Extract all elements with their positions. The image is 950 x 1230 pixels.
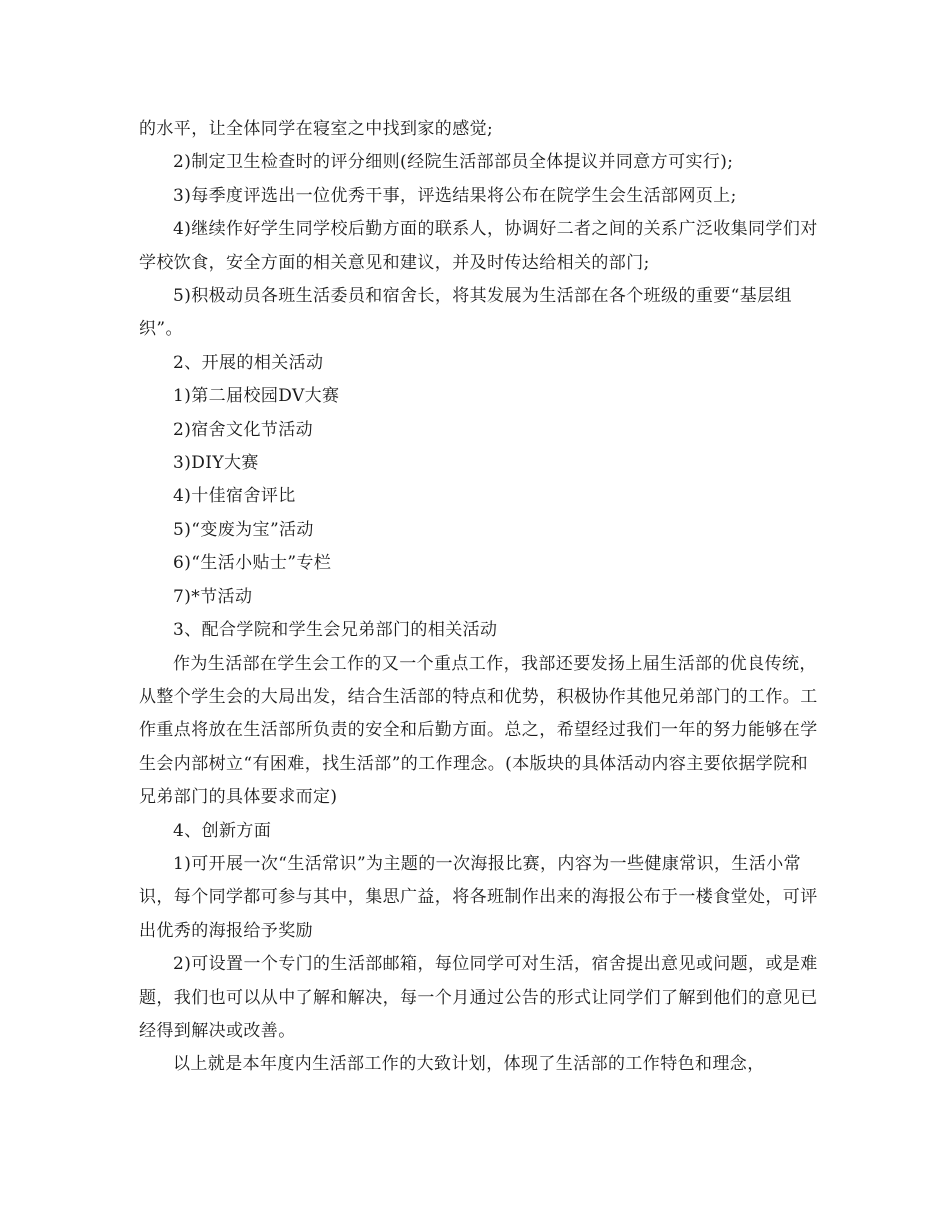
list-item: 1)第二届校园DV大赛 [173,386,340,407]
section-heading-activities: 2、开展的相关活动 [173,352,324,373]
list-item: 2)宿舍文化节活动 [173,419,314,440]
list-item: 6)“生活小贴士”专栏 [173,553,332,574]
paragraph-2: 2)制定卫生检查时的评分细则(经院生活部部员全体提议并同意方可实行); [173,152,734,173]
paragraph-innovation-1: 1)可开展一次“生活常识”为主题的一次海报比赛，内容为一些健康常识，生活小常识，每个同学都可参与其中，集思广益，将各班制作出来的海报公布于一楼食堂处，可评出优秀的海报给予奖励 [139,853,818,941]
paragraph-3: 3)每季度评选出一位优秀干事，评选结果将公布在院学生会生活部网页上; [173,185,737,206]
section-heading-cooperation: 3、配合学院和学生会兄弟部门的相关活动 [173,620,498,641]
list-item: 4)十佳宿舍评比 [173,486,296,507]
paragraph-1: 的水平，让全体同学在寝室之中找到家的感觉; [139,119,494,139]
paragraph-innovation-2: 2)可设置一个专门的生活部邮箱，每位同学可对生活，宿舍提出意见或问题，或是难题，我们也可以从中了解和解决，每一个月通过公告的形式让同学们了解到他们的意见已经得到解决或改善。 [139,954,818,1041]
paragraph-5: 5)积极动员各班生活委员和宿舍长，将其发展为生活部在各个班级的重要“基层组织”。 [139,286,792,340]
list-item: 3)DIY大赛 [173,453,259,474]
paragraph-cooperation: 作为生活部在学生会工作的又一个重点工作，我部还要发扬上届生活部的优良传统，从整个学生会的大局出发，结合生活部的特点和优势，积极协作其他兄弟部门的工作。工作重点将放在生活部所负责的安全和后勤方面。总之，希望经过我们一年的努力能够在学生会内部树立“有困难，找生活部”的工作理念。(本版块的具体活动内容主要依据学院和兄弟部门的具体要求而定) [139,653,818,808]
paragraph-summary: 以上就是本年度内生活部工作的大致计划，体现了生活部的工作特色和理念， [173,1054,765,1075]
paragraph-4: 4)继续作好学生同学校后勤方面的联系人，协调好二者之间的关系广泛收集同学们对学校饮食，安全方面的相关意见和建议，并及时传达给相关的部门; [139,219,818,273]
document-body [139,113,819,1082]
section-heading-innovation: 4、创新方面 [173,820,272,841]
list-item: 5)“变废为宝”活动 [173,519,314,540]
list-item: 7)*节活动 [173,586,253,607]
